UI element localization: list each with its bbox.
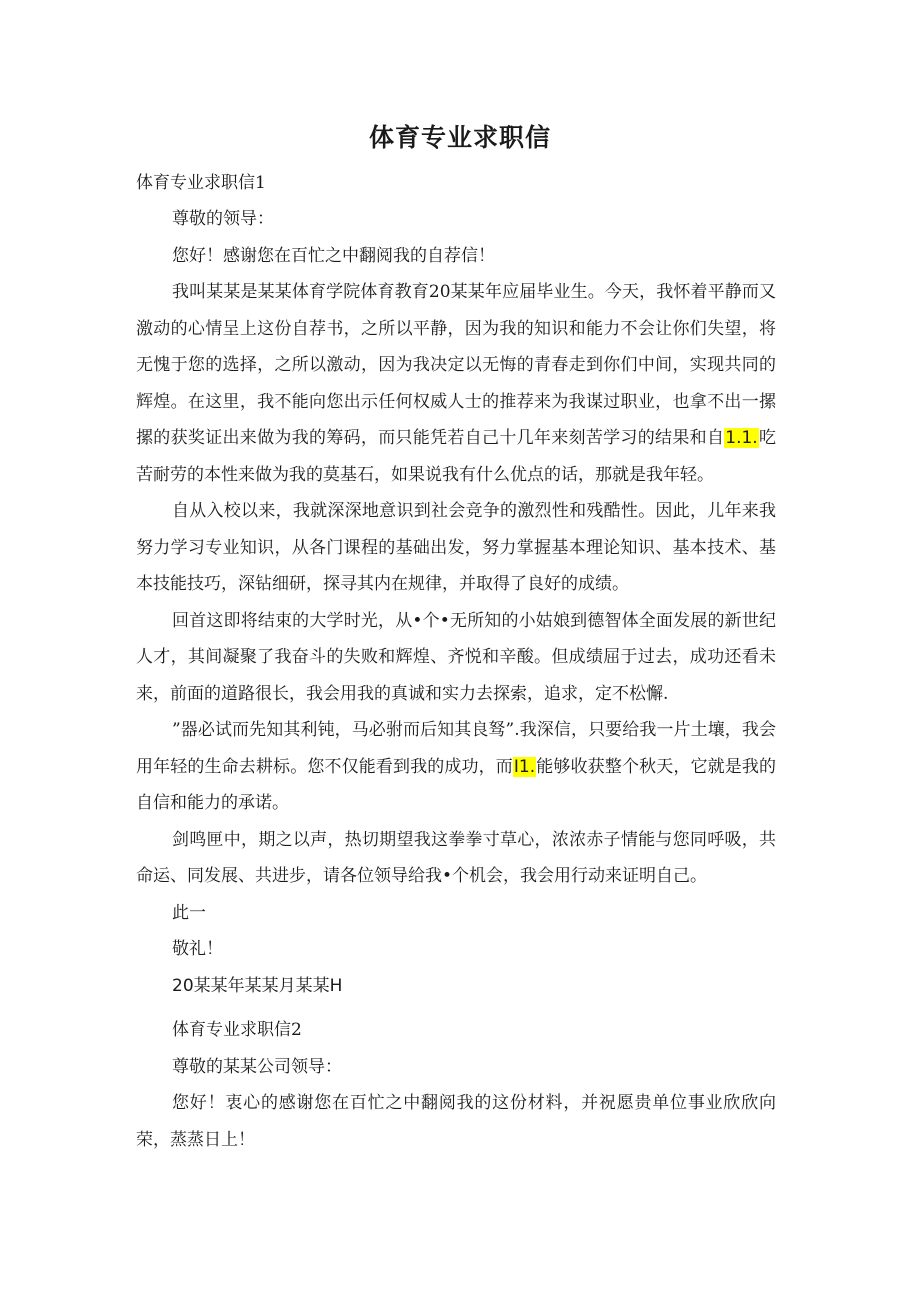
letter1-paragraph-1 <box>136 274 776 493</box>
p4-text-b: 能够收获整个秋天，它就是我的自信和能力的承诺。 <box>136 756 777 813</box>
letter1-greeting: 您好！感谢您在百忙之中翻阅我的自荐信！ <box>172 245 495 266</box>
document-title: 体育专业求职信 <box>368 123 551 152</box>
p1-text-b: 吃苦耐劳的本性来做为我的莫基石，如果说我有什么优点的话，那就是我年轻。 <box>136 428 777 485</box>
p1-text-a: 我叫某某是某某体育学院体育教育20某某年应届毕业生。今天，我怀着平静而又激动的心情呈上这份自荐书，之所以平静，因为我的知识和能力不会让你们失望，将无愧于您的选择，之所以激动，因为我决定以无悔的青春走到你们中间，实现共同的辉煌。在这里，我不能向您出示任何权威人士的推荐来为我谋过职业，也拿不出一摞摞的获奖证出来做为我的筹码，而只能凭若自己十几年来刻苦学习的结果和自 <box>136 282 776 448</box>
letter1-closing-1: 此一 <box>172 902 206 923</box>
letter1-salutation: 尊敬的领导： <box>172 209 274 229</box>
letter2-heading: 体育专业求职信2 <box>172 1020 302 1040</box>
letter1-paragraph-4 <box>136 712 776 822</box>
p4-text-a: ”器必试而先知其利钝，马必驸而后知其良驽”.我深信，只要给我一片土壤，我会用年轻的生命去耕标。您不仅能看到我的成功，而 <box>136 720 776 777</box>
letter2-greeting: 您好！衷心的感谢您在百忙之中翻阅我的这份材料，并祝愿贵单位事业欣欣向荣，蒸蒸日上！ <box>136 1093 776 1150</box>
letter1-paragraph-3: 回首这即将结束的大学时光，从•个•无所知的小姑娘到德智体全面发展的新世纪人才，其间凝聚了我奋斗的失败和辉煌、齐悦和辛酸。但成绩屈于过去，成功还看未来，前面的道路很长，我会用我的真诚和实力去探索，追求，定不松懈. <box>136 610 776 704</box>
letter1-paragraph-2: 自从入校以来，我就深深地意识到社会竞争的激烈性和残酷性。因此，儿年来我努力学习专业知识，从各门课程的基础出发，努力掌握基本理论知识、基本技术、基本技能技巧，深钻细研，探寻其内在规律，并取得了良好的成绩。 <box>136 501 776 594</box>
document-body <box>136 165 776 1158</box>
p1-highlight: 1.1. <box>725 428 758 448</box>
letter2-salutation: 尊敬的某某公司领导： <box>172 1056 342 1077</box>
letter1-paragraph-5: 剑鸣匣中，期之以声，热切期望我这拳拳寸草心，浓浓赤子情能与您同呼吸，共命运、同发展、共进步，请各位领导给我•个机会，我会用行动来证明自己。 <box>136 829 776 886</box>
letter1-heading: 体育专业求职信1 <box>136 173 266 193</box>
p4-highlight: I1. <box>513 756 536 777</box>
letter1-date: 20某某年某某月某某H <box>172 975 343 996</box>
letter1-closing-2: 敬礼！ <box>172 939 223 959</box>
